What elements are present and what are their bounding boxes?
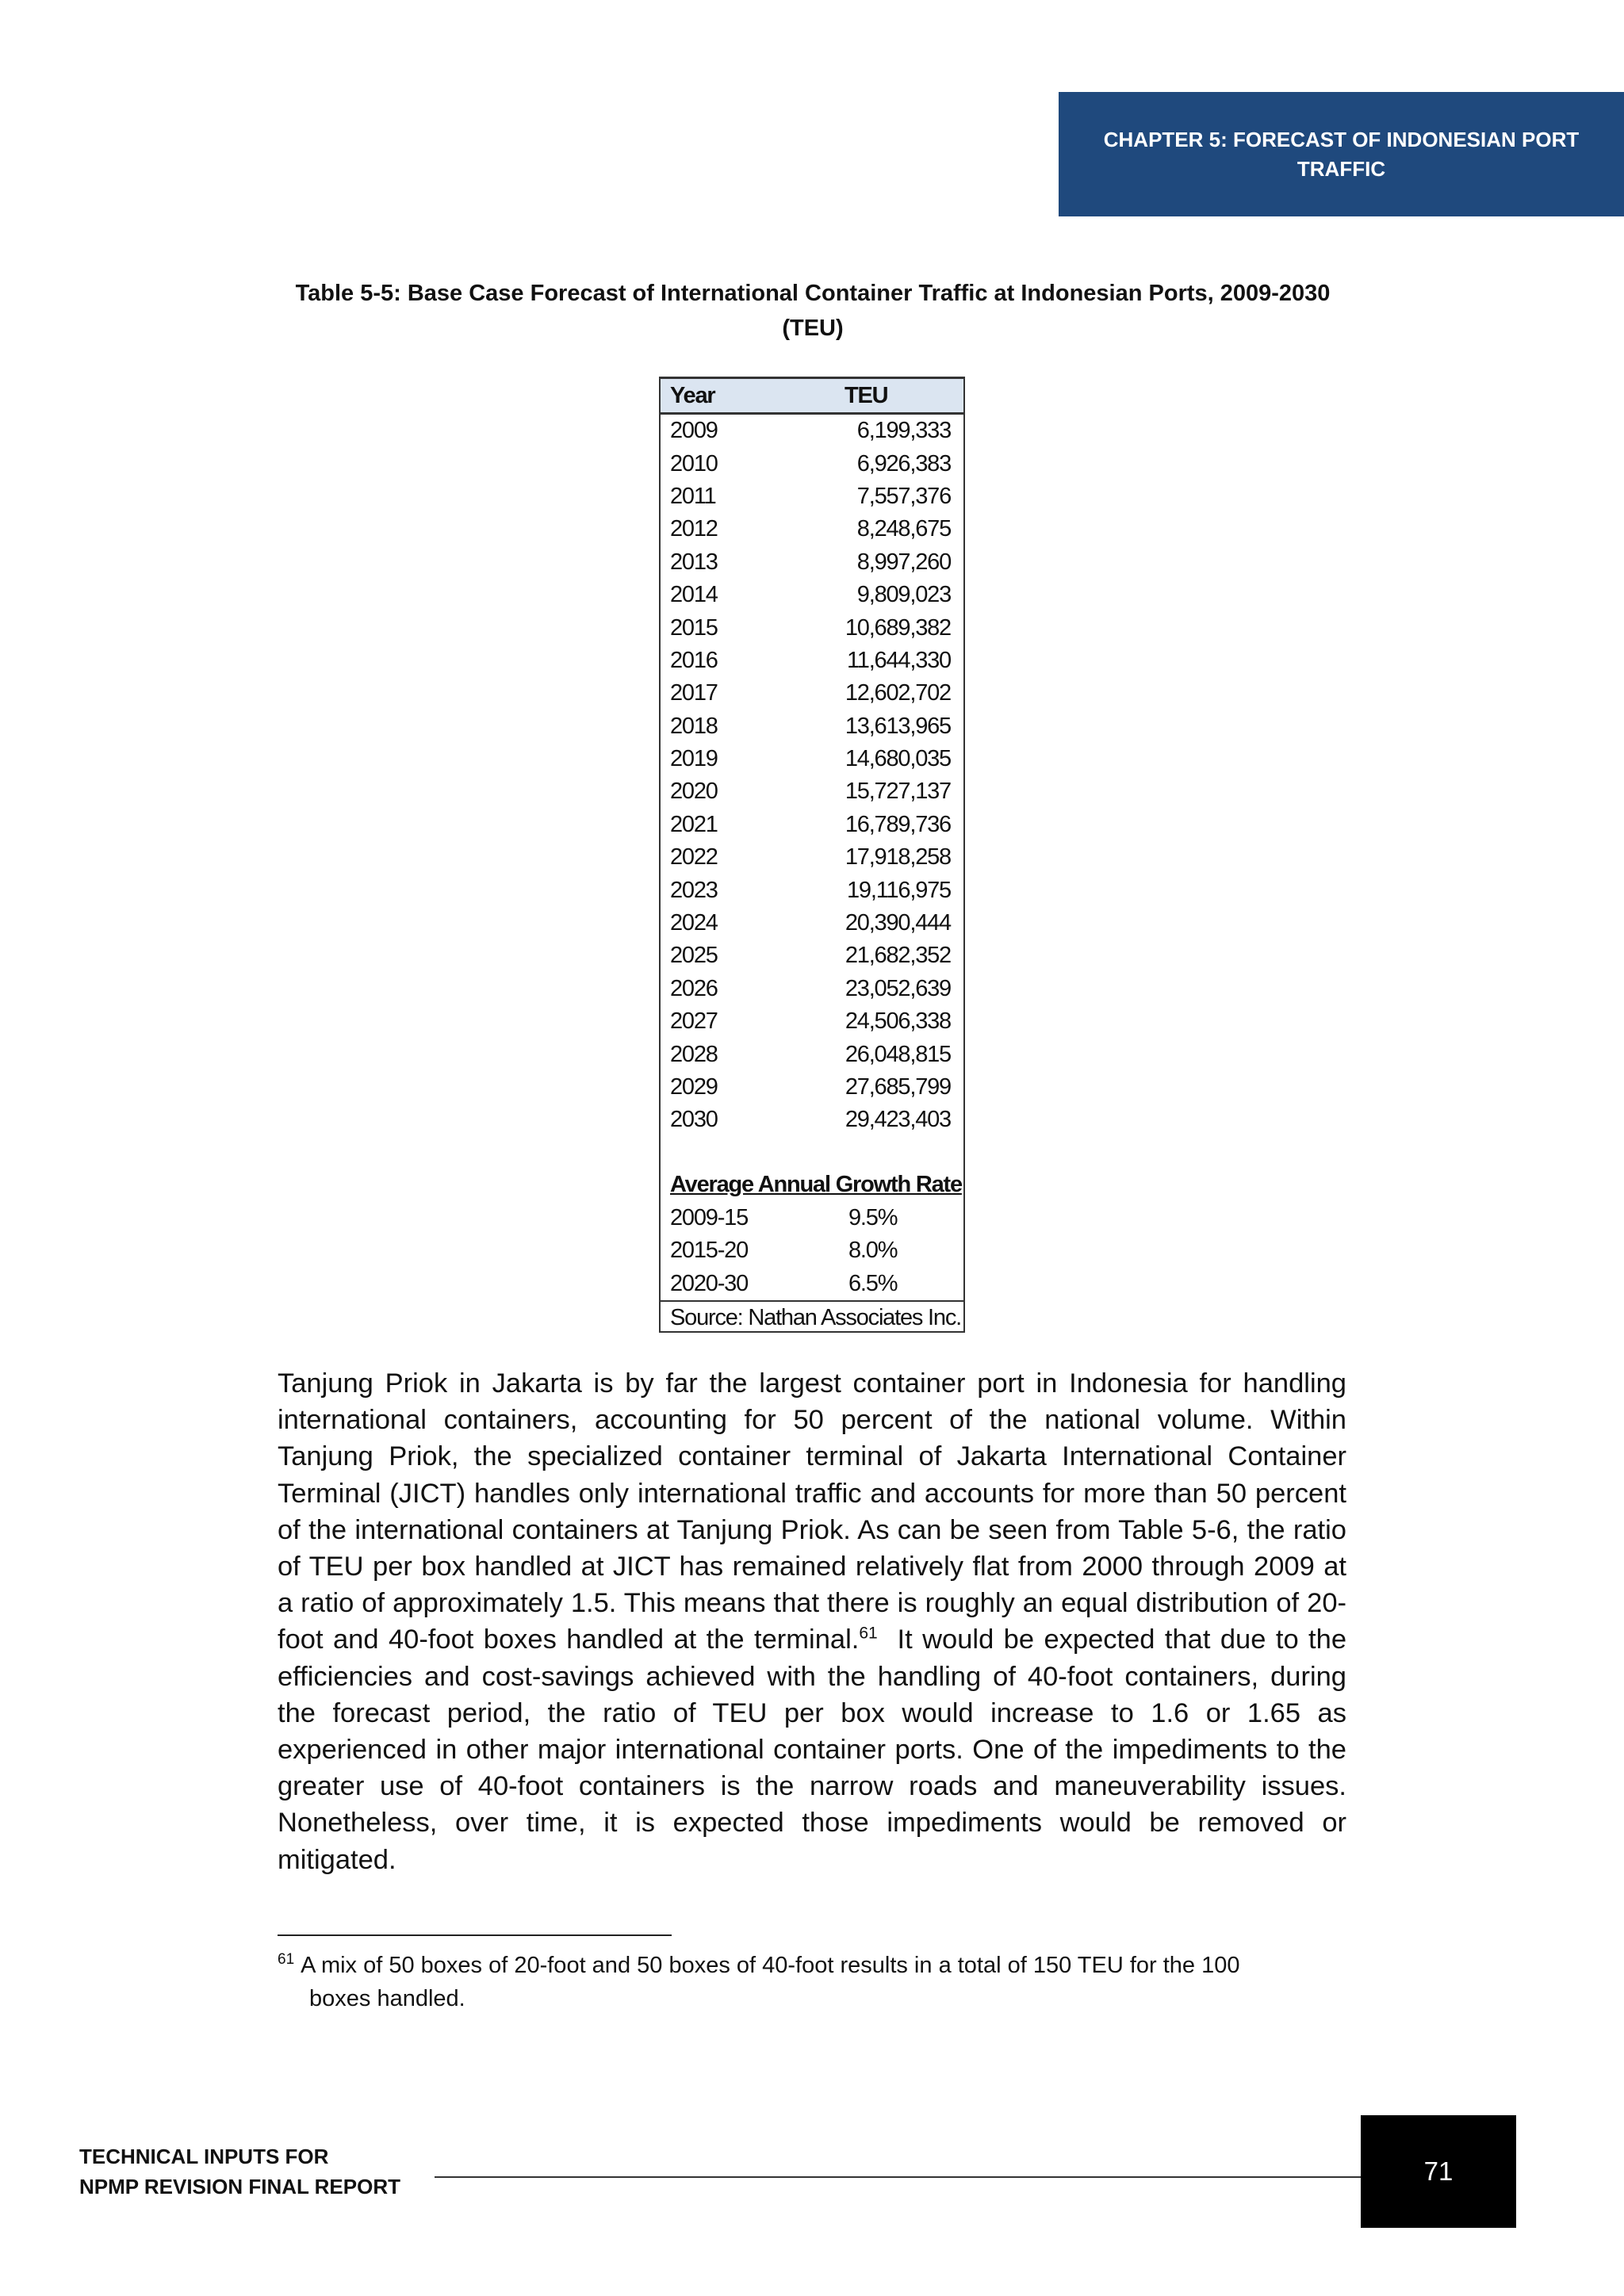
- teu-cell: 26,048,815: [845, 1041, 951, 1067]
- year-cell: 2016: [670, 647, 718, 673]
- table-row: [661, 447, 963, 480]
- year-cell: 2030: [670, 1107, 718, 1133]
- table-row: [661, 809, 963, 841]
- footnote-text-line1: A mix of 50 boxes of 20-foot and 50 boxes of 40-foot results in a total of 150 TEU for the 100: [301, 1953, 1240, 1978]
- footnote-divider: [278, 1934, 672, 1936]
- teu-cell: 17,918,258: [845, 844, 951, 871]
- teu-cell: 8,997,260: [856, 549, 951, 575]
- table-row: [661, 677, 963, 710]
- year-cell: 2028: [670, 1041, 718, 1067]
- table-row: [661, 874, 963, 906]
- year-cell: 2017: [670, 680, 718, 706]
- year-column-header: Year: [670, 382, 715, 408]
- table-row: [661, 645, 963, 677]
- teu-cell: 10,689,382: [845, 614, 951, 641]
- footer-report-title: [79, 2141, 400, 2202]
- footnote: [278, 1949, 1346, 2015]
- teu-cell: 20,390,444: [845, 910, 951, 936]
- growth-rate-body: [661, 1202, 963, 1300]
- chapter-banner: [1059, 92, 1624, 216]
- teu-cell: 27,685,799: [845, 1074, 951, 1100]
- table-row: [661, 579, 963, 611]
- year-cell: 2027: [670, 1008, 718, 1035]
- teu-cell: 14,680,035: [845, 746, 951, 772]
- table-row: [661, 743, 963, 775]
- footnote-reference[interactable]: 61: [859, 1624, 878, 1643]
- paragraph-text-part2: It would be expected that due to the efficiencies and cost-savings achieved with the handling of 40-foot containers, during the forecast period, the ratio of TEU per box would increase to 1.6 or 1.65 as experienced in other major international container ports. One of the impediments to the greater use of 40-foot containers is the narrow roads and maneuverability issues. Nonetheless, over time, it is expected those impediments would be removed or mitigated.: [278, 1624, 1347, 1875]
- year-cell: 2011: [670, 483, 716, 509]
- growth-row: [661, 1234, 963, 1267]
- year-cell: 2020: [670, 779, 718, 805]
- table-spacer: [661, 1137, 963, 1169]
- table-row: [661, 415, 963, 447]
- rate-cell: 8.0%: [848, 1238, 898, 1264]
- table-row: [661, 973, 963, 1005]
- year-cell: 2009: [670, 418, 718, 444]
- teu-cell: 7,557,376: [856, 483, 951, 509]
- table-row: [661, 1071, 963, 1104]
- rate-cell: 9.5%: [848, 1204, 898, 1230]
- table-row: [661, 710, 963, 743]
- period-cell: 2020-30: [670, 1270, 749, 1296]
- teu-cell: 12,602,702: [845, 680, 951, 706]
- table-row: [661, 907, 963, 939]
- page-number-box: [1361, 2115, 1516, 2228]
- footer-line-2: NPMP REVISION FINAL REPORT: [79, 2175, 400, 2198]
- table-body: [661, 415, 963, 1137]
- teu-cell: 21,682,352: [845, 943, 951, 969]
- teu-cell: 13,613,965: [845, 713, 951, 739]
- table-row: [661, 1005, 963, 1038]
- teu-cell: 11,644,330: [847, 647, 951, 673]
- growth-row: [661, 1267, 963, 1299]
- teu-cell: 23,052,639: [845, 975, 951, 1001]
- teu-cell: 19,116,975: [847, 877, 951, 903]
- year-cell: 2013: [670, 549, 718, 575]
- page-number: 71: [1423, 2156, 1454, 2186]
- paragraph-text-part1: Tanjung Priok in Jakarta is by far the largest container port in Indonesia for handling international containers, accounting for 50 percent of the national volume. Within Tanjung Priok, the specialized container terminal of Jakarta International Container Terminal (JICT) handles only international traffic and accounts for more than 50 percent of the international containers at Tanjung Priok. As can be seen from Table 5-6, the ratio of TEU per box handled at JICT has remained relatively flat from 2000 through 2009 at a ratio of approximately 1.5. This means that there is roughly an equal distribution of 20-foot and 40-foot boxes handled at the terminal.: [278, 1368, 1346, 1655]
- table-caption: Table 5-5: Base Case Forecast of International Container Traffic at Indonesian Ports, 2009-2030 (TEU): [295, 281, 1331, 341]
- teu-cell: 16,789,736: [845, 811, 951, 837]
- table-row: [661, 841, 963, 874]
- table-row: [661, 513, 963, 545]
- table-row: [661, 939, 963, 972]
- growth-row: [661, 1202, 963, 1234]
- year-cell: 2021: [670, 811, 718, 837]
- footer-divider: [435, 2176, 1362, 2178]
- year-cell: 2023: [670, 877, 718, 903]
- teu-cell: 8,248,675: [856, 516, 951, 542]
- chapter-title: CHAPTER 5: FORECAST OF INDONESIAN PORT TRAFFIC: [1103, 127, 1580, 181]
- table-row: [661, 546, 963, 579]
- teu-cell: 6,199,333: [856, 418, 951, 444]
- teu-cell: 24,506,338: [845, 1008, 951, 1035]
- teu-column-header: TEU: [845, 382, 888, 408]
- year-cell: 2018: [670, 713, 718, 739]
- table-row: [661, 480, 963, 513]
- body-paragraph: [278, 1365, 1346, 1878]
- year-cell: 2024: [670, 910, 718, 936]
- year-cell: 2026: [670, 975, 718, 1001]
- teu-cell: 6,926,383: [856, 450, 951, 476]
- footnote-number: 61: [278, 1951, 295, 1969]
- year-cell: 2015: [670, 614, 718, 641]
- year-cell: 2010: [670, 450, 718, 476]
- forecast-table: [659, 377, 965, 1333]
- table-row: [661, 611, 963, 644]
- year-cell: 2019: [670, 746, 718, 772]
- year-cell: 2022: [670, 844, 718, 871]
- year-cell: 2012: [670, 516, 718, 542]
- year-cell: 2025: [670, 943, 718, 969]
- table-row: [661, 1038, 963, 1070]
- year-cell: 2014: [670, 582, 718, 608]
- year-cell: 2029: [670, 1074, 718, 1100]
- teu-cell: 15,727,137: [845, 779, 951, 805]
- table-row: [661, 775, 963, 808]
- rate-cell: 6.5%: [848, 1270, 898, 1296]
- teu-cell: 29,423,403: [845, 1107, 951, 1133]
- table-row: [661, 1104, 963, 1136]
- footer-line-1: TECHNICAL INPUTS FOR: [79, 2145, 329, 2168]
- growth-rate-heading: Average Annual Growth Rate: [670, 1172, 962, 1198]
- table-source: Source: Nathan Associates Inc.: [661, 1300, 963, 1335]
- teu-cell: 9,809,023: [856, 582, 951, 608]
- table-header-row: [661, 379, 963, 415]
- period-cell: 2009-15: [670, 1204, 749, 1230]
- footnote-text-line2: boxes handled.: [309, 1986, 465, 2011]
- period-cell: 2015-20: [670, 1238, 749, 1264]
